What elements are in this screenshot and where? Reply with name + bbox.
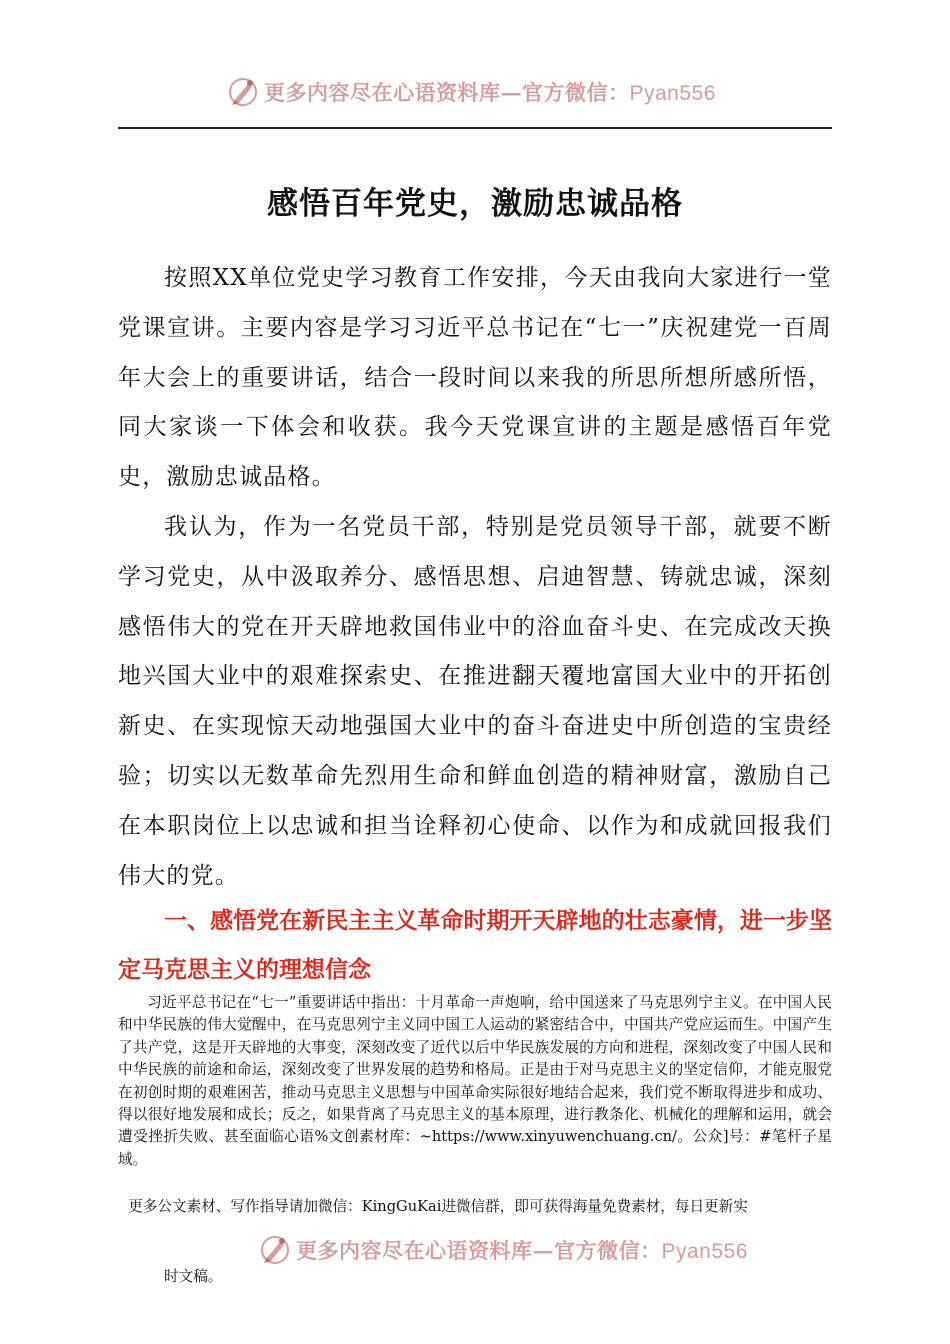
tail-line: 时文稿。: [164, 1268, 223, 1285]
body-paragraph: 我认为，作为一名党员干部，特别是党员领导干部，就要不断学习党史，从中汲取养分、感悟思想、启迪智慧、铸就忠诚，深刻感悟伟大的党在开天辟地救国伟业中的浴血奋斗史、在完成改天换地兴国大业中的艰难探索史、在推进翻天覆地富国大业中的开拓创新史、在实现惊天动地强国大业中的奋斗奋进史中所创造的宝贵经验；切实以无数革命先烈用生命和鲜血创造的精神财富，激励自己在本职岗位上以忠诚和担当诠释初心使命、以作为和成就回报我们伟大的党。: [118, 514, 832, 889]
header-banner-text: 更多内容尽在心语资料库—官方微信：Pyan556: [264, 80, 716, 105]
document-title: 感悟百年党史，激励忠诚品格: [267, 186, 683, 222]
section-heading: 一、感悟党在新民主主义革命时期开天辟地的壮志豪情，进一步坚定马克思主义的理想信念: [118, 908, 832, 983]
footer-banner-text: 更多内容尽在心语资料库—官方微信：Pyan556: [296, 1238, 748, 1263]
body-paragraph-small: 习近平总书记在“七一”重要讲话中指出：十月革命一声炮响，给中国送来了马克思列宁主义。在中国人民和中华民族的伟大觉醒中，在马克思列宁主义同中国工人运动的紧密结合中，中国共产党应运而生。中国产生了共产党，这是开天辟地的大事变，深刻改变了近代以后中华民族发展的方向和进程，深刻改变了中国人民和中华民族的前途和命运，深刻改变了世界发展的趋势和格局。正是由于对马克思主义的坚定信仰，才能克服党在初创时期的艰难困苦，推动马克思主义思想与中国革命实际很好地结合起来，我们党不断取得进步和成功、得以很好地发展和成长；反之，如果背离了马克思主义的基本原理，进行教条化、机械化的理解和运用，就会遭受挫折失败、甚至面临心语%文创素材库：~https://www.xinyuwenchuang.cn/。公众]号：#笔杆子星域。: [118, 994, 832, 1168]
body-paragraph: 按照XX单位党史学习教育工作安排，今天由我向大家进行一堂党课宣讲。主要内容是学习习近平总书记在“七一”庆祝建党一百周年大会上的重要讲话，结合一段时间以来我的所思所想所感所悟，同大家谈一下体会和收获。我今天党课宣讲的主题是感悟百年党史，激励忠诚品格。: [118, 265, 832, 491]
promo-line: 更多公文素材、写作指导请加微信：KingGuKai进微信群，即可获得海量免费素材，每日更新实: [128, 1198, 748, 1215]
pen-logo-icon: [258, 1233, 292, 1267]
pen-logo-icon: [226, 75, 260, 109]
header-rule: [118, 127, 832, 129]
header-banner: [226, 74, 716, 110]
footer-banner: [258, 1232, 748, 1268]
